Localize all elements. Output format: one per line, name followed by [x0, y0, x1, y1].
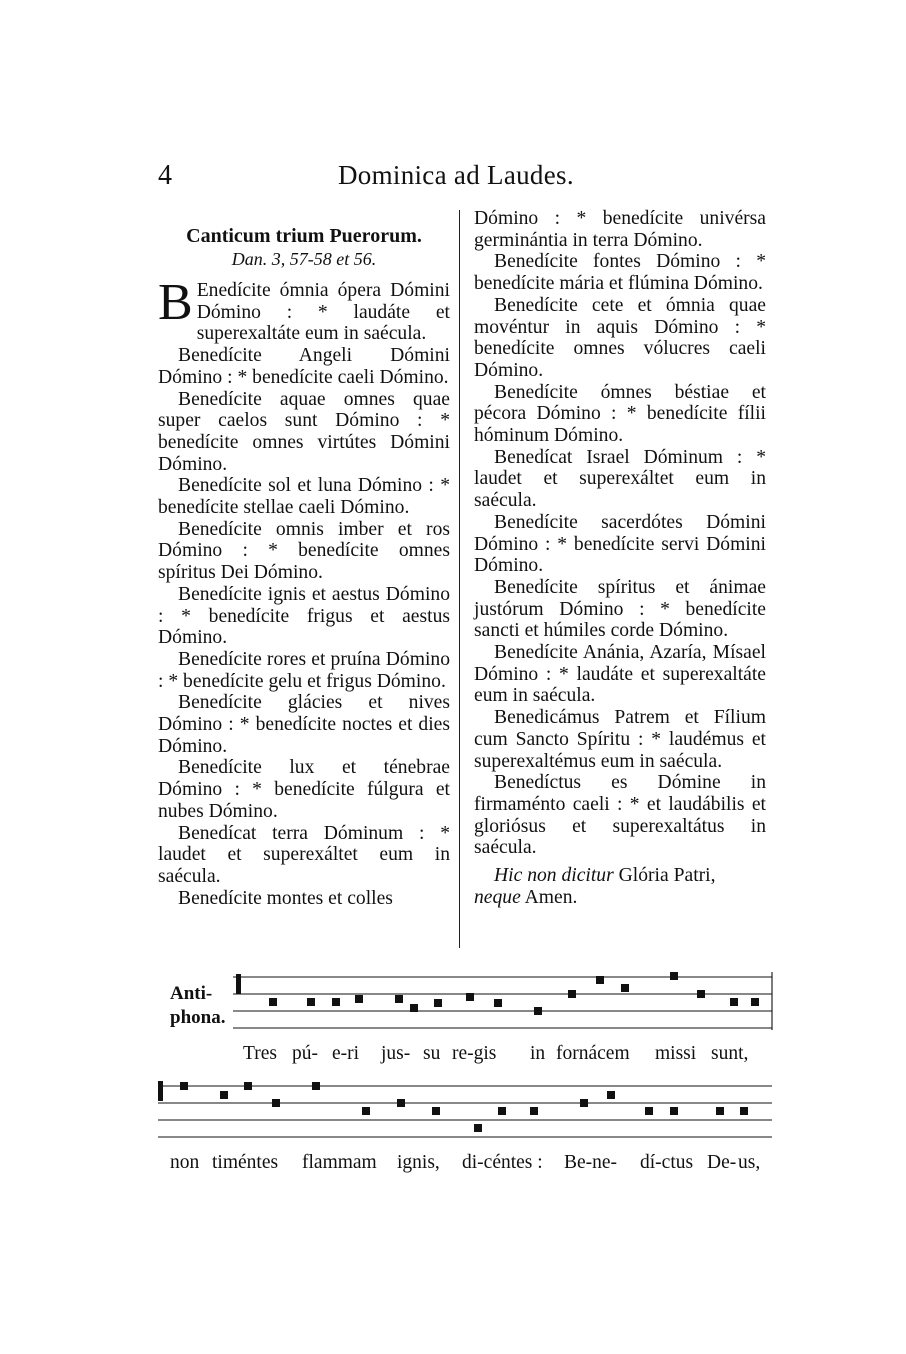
neume-note [740, 1107, 748, 1115]
lyric-syllable: sunt, [711, 1043, 749, 1064]
lyric-syllable: missi [655, 1043, 697, 1064]
neume-note [395, 995, 403, 1003]
neume-note [494, 999, 502, 1007]
lyric-syllable: non [170, 1152, 200, 1173]
verse-continuation: Dómino : * benedícite univérsa germinántia in terra Dómino. [474, 208, 766, 251]
verse-text: Enedícite ómnia ópera Dómini Dómino : * laudáte et superexaltáte eum in saécula. [196, 280, 450, 345]
neume-note [716, 1107, 724, 1115]
neume-note [180, 1082, 188, 1090]
neume-note [432, 1107, 440, 1115]
antiphon-label-line: phona. [170, 1007, 226, 1028]
neume-note [244, 1082, 252, 1090]
rubric-note [474, 865, 766, 908]
rubric-italic: neque [474, 886, 521, 908]
neume-note [312, 1082, 320, 1090]
neume-note [751, 998, 759, 1006]
lyric-syllable: re-gis [452, 1043, 497, 1064]
verse-paragraph: Benedícite glácies et nives Dómino : * benedícite noctes et dies Dómino. [158, 692, 450, 757]
left-verse-list [158, 345, 450, 909]
neume-note [466, 993, 474, 1001]
verse-paragraph: Benedicámus Patrem et Fílium cum Sancto Spíritu : * laudémus et superexaltémus eum in saécula. [474, 707, 766, 772]
verse-paragraph: Benedícite fontes Dómino : * benedícite mária et flúmina Dómino. [474, 251, 766, 295]
neume-note [568, 990, 576, 998]
neume-note [332, 998, 340, 1006]
lyric-syllable: pú- [292, 1043, 318, 1064]
neume-note [434, 999, 442, 1007]
neume-note [697, 990, 705, 998]
right-column [474, 208, 766, 909]
lyric-syllable: flammam [302, 1152, 377, 1173]
lyric-syllable: su [423, 1043, 441, 1064]
lyric-syllable: Be-ne- [564, 1152, 618, 1173]
lyric-syllable: De- [707, 1152, 737, 1173]
canticle-reference: Dan. 3, 57-58 et 56. [231, 249, 377, 269]
canticle-title: Canticum trium Puerorum. [186, 225, 422, 247]
verse-paragraph: Benedícite rores et pruína Dómino : * benedícite gelu et frigus Dómino. [158, 648, 450, 692]
neume-note [580, 1099, 588, 1107]
verse-paragraph: Benedícite Anánia, Azaría, Mísael Dómino : * laudáte et superexaltáte eum in saécula. [474, 642, 766, 707]
drop-cap: B [158, 274, 193, 331]
neume-note [474, 1124, 482, 1132]
column-divider [459, 210, 460, 948]
neume-note [362, 1107, 370, 1115]
verse-paragraph [158, 274, 450, 345]
verse-paragraph: Benedícite montes et colles [178, 887, 393, 909]
neume-note [670, 1107, 678, 1115]
verse-paragraph: Benedícat terra Dóminum : * laudet et superexáltet eum in saécula. [158, 822, 450, 887]
lyric-syllable: jus- [381, 1043, 411, 1064]
verse-paragraph: Benedícite lux et ténebrae Dómino : * benedícite fúlgura et nubes Dómino. [158, 757, 450, 822]
rubric-text: Glória Patri, [618, 865, 716, 887]
antiphon-label-line: Anti- [170, 983, 213, 1004]
neume-note [269, 998, 277, 1006]
verse-paragraph: Benedícite omnis imber et ros Dómino : * benedícite omnes spíritus Dei Dómino. [158, 518, 450, 584]
running-title: Dominica ad Laudes. [338, 160, 574, 190]
lyric-syllable: timéntes [212, 1152, 279, 1173]
page-header [0, 160, 906, 196]
verse-paragraph: Benedícite ignis et aestus Dómino : * benedícite frigus et aestus Dómino. [158, 583, 450, 649]
verse-paragraph: Benedícite ómnes béstiae et pécora Dómino : * benedícite fílii hóminum Dómino. [474, 381, 766, 447]
verse-paragraph: Benedícat Israel Dóminum : * laudet et superexáltet eum in saécula. [474, 446, 766, 512]
verse-paragraph: Benedícite spíritus et ánimae justórum Dómino : * benedícite sancti et húmiles corde Dómino. [474, 576, 766, 642]
rubric-text: Amen. [524, 886, 578, 908]
lyric-syllable: e-ri [332, 1043, 360, 1064]
right-verse-list [474, 251, 766, 859]
neume-note [645, 1107, 653, 1115]
neume-note [410, 1004, 418, 1012]
verse-paragraph: Benedícite cete et ómnia quae movéntur in aquis Dómino : * benedícite omnes vólucres caeli Dómino. [474, 294, 766, 381]
page-number: 4 [158, 160, 172, 191]
chant-staff-2 [158, 1086, 772, 1137]
rubric-italic: Hic non dicitur [494, 865, 614, 887]
verse-paragraph: Benedícite aquae omnes quae super caelos sunt Dómino : * benedícite omnes virtútes Dómini Dómino. [158, 388, 450, 475]
lyric-syllable: dí-ctus [640, 1152, 694, 1173]
neume-note [355, 995, 363, 1003]
neume-note [307, 998, 315, 1006]
neume-note [670, 972, 678, 980]
left-column [158, 208, 450, 909]
neume-note [607, 1091, 615, 1099]
lyric-syllable: in [530, 1043, 546, 1064]
neume-note [596, 976, 604, 984]
verse-paragraph: Benedícite sacerdótes Dómini Dómino : * benedícite servi Dómini Dómino. [474, 511, 766, 577]
neume-note [621, 984, 629, 992]
lyric-syllable: fornácem [556, 1043, 630, 1064]
neume-note [220, 1091, 228, 1099]
verse-paragraph: Benedíctus es Dómine in firmaménto caeli : * et laudábilis et gloriósus et superexaltátus in saécula. [474, 772, 766, 859]
lyric-syllable: di-céntes : [462, 1152, 543, 1173]
verse-paragraph: Benedícite sol et luna Dómino : * benedícite stellae caeli Dómino. [158, 475, 450, 519]
verse-paragraph: Benedícite Angeli Dómini Dómino : * benedícite caeli Dómino. [158, 345, 450, 388]
chant-neumes-2 [158, 1081, 748, 1132]
neume-note [397, 1099, 405, 1107]
neume-note [534, 1007, 542, 1015]
neume-note [498, 1107, 506, 1115]
clef-mark [236, 974, 241, 994]
neume-note [272, 1099, 280, 1107]
chant-neumes-1 [236, 972, 759, 1015]
lyric-syllable: Tres [243, 1043, 277, 1064]
lyric-syllable: ignis, [397, 1152, 440, 1173]
lyric-syllable: us, [738, 1152, 761, 1173]
neume-note [730, 998, 738, 1006]
neume-note [530, 1107, 538, 1115]
antiphon-label [170, 982, 225, 1030]
chant-staff-1 [233, 972, 772, 1030]
clef-mark [158, 1081, 163, 1101]
